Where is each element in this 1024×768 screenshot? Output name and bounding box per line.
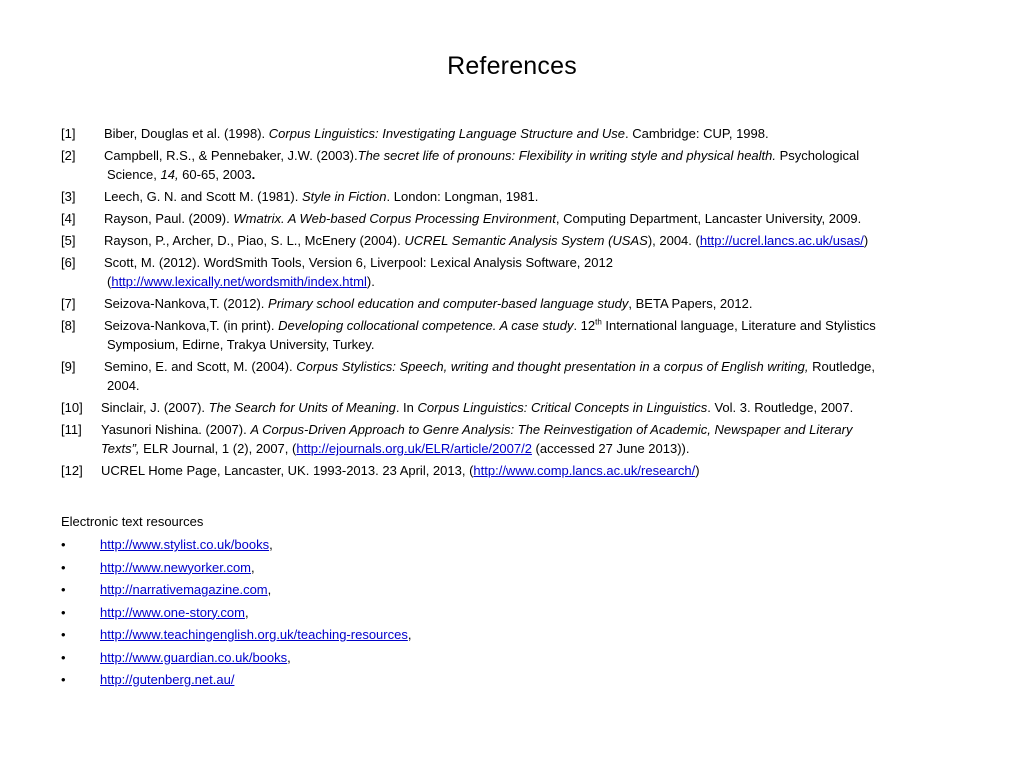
reference-item: [61, 209, 966, 228]
page-title: References: [447, 52, 577, 80]
reference-text: [104, 126, 769, 141]
reference-text-segment: Routledge,: [808, 359, 876, 374]
resource-link[interactable]: http://www.newyorker.com: [100, 559, 251, 575]
resource-link[interactable]: http://narrativemagazine.com: [100, 582, 268, 597]
reference-number: [8]: [61, 318, 76, 333]
resource-link[interactable]: http://www.teachingenglish.org.uk/teaching-resources: [100, 627, 408, 642]
reference-text-segment: ELR Journal, 1 (2), 2007, (: [139, 441, 297, 456]
reference-text-segment: . London: Longman, 1981.: [386, 189, 539, 204]
reference-item: [61, 316, 966, 354]
reference-number: [9]: [61, 359, 76, 374]
reference-title: Style in Fiction: [301, 189, 387, 204]
reference-title: Corpus Linguistics: Investigating Language Structure and Use: [268, 126, 626, 141]
reference-text: [104, 296, 752, 311]
reference-text: [104, 211, 861, 226]
reference-link[interactable]: http://ejournals.org.uk/ELR/article/2007/2: [296, 441, 532, 456]
reference-title: 14,: [160, 167, 179, 182]
resource-link[interactable]: http://gutenberg.net.au/: [100, 672, 235, 687]
reference-continuation: [104, 272, 966, 291]
reference-number: [11]: [61, 422, 82, 437]
reference-item: [61, 124, 966, 143]
reference-emphasis: .: [251, 167, 256, 182]
reference-text: [101, 463, 700, 478]
reference-continuation: [104, 335, 966, 354]
resource-item: [61, 535, 661, 554]
reference-text-segment: Yasunori Nishina. (2007).: [101, 422, 251, 437]
reference-text-segment: International language, Literature and Stylistics: [601, 318, 876, 333]
reference-text-segment: . Vol. 3. Routledge, 2007.: [707, 400, 854, 415]
reference-text-segment: Seizova-Nankova,T. (in print).: [104, 318, 279, 333]
resource-item: [61, 648, 661, 667]
reference-text-segment: (: [107, 274, 112, 289]
reference-text-segment: , BETA Papers, 2012.: [628, 296, 753, 311]
resource-item: [61, 670, 661, 689]
reference-text: [104, 255, 966, 291]
reference-item: [61, 420, 966, 458]
reference-title: The secret life of pronouns: Flexibility in writing style and physical health.: [357, 148, 776, 163]
reference-text-segment: Seizova-Nankova,T. (2012).: [104, 296, 269, 311]
reference-text-segment: ): [863, 233, 869, 248]
reference-text-segment: Campbell, R.S., & Pennebaker, J.W. (2003).: [104, 148, 358, 163]
resource-separator: ,: [251, 559, 255, 575]
reference-number: [2]: [61, 148, 76, 163]
reference-text: [101, 400, 853, 415]
reference-text-segment: Scott, M. (2012). WordSmith Tools, Version 6, Liverpool: Lexical Analysis Software, 2012: [104, 255, 613, 270]
reference-text-segment: Symposium, Edirne, Trakya University, Turkey.: [107, 337, 375, 352]
bullet-icon: •: [61, 649, 66, 665]
reference-item: [61, 294, 966, 313]
reference-text: [104, 318, 966, 354]
reference-text: [101, 422, 966, 458]
reference-item: [61, 231, 966, 250]
reference-text-segment: Rayson, Paul. (2009).: [104, 211, 234, 226]
bullet-icon: •: [61, 672, 66, 687]
resource-item: [61, 625, 661, 644]
reference-text-segment: ).: [366, 274, 375, 289]
resource-link[interactable]: http://www.stylist.co.uk/books: [100, 537, 270, 552]
reference-link[interactable]: http://ucrel.lancs.ac.uk/usas/: [699, 233, 864, 248]
reference-item: [61, 253, 966, 291]
reference-text-segment: Leech, G. N. and Scott M. (1981).: [104, 189, 302, 204]
resource-separator: ,: [269, 537, 273, 552]
reference-text: [104, 189, 538, 204]
reference-link[interactable]: http://www.comp.lancs.ac.uk/research/: [473, 463, 696, 478]
resource-link[interactable]: http://www.one-story.com: [100, 604, 245, 620]
reference-item: [61, 398, 966, 417]
reference-title: Corpus Stylistics: Speech, writing and thought presentation in a corpus of English writing,: [296, 359, 809, 374]
reference-text-segment: (accessed 27 June 2013)).: [531, 441, 690, 456]
reference-number: [12]: [61, 463, 83, 478]
reference-text-segment: ): [695, 463, 700, 478]
resource-item: [61, 580, 661, 599]
resources-list: [61, 535, 661, 689]
reference-text-segment: 2004.: [107, 378, 140, 393]
reference-item: [61, 461, 966, 480]
reference-link[interactable]: http://www.lexically.net/wordsmith/index.html: [111, 274, 367, 289]
resource-item: [61, 558, 661, 577]
resource-item: [61, 603, 661, 622]
electronic-resources: [61, 512, 661, 693]
resource-separator: ,: [244, 604, 249, 620]
reference-title: Wmatrix. A Web-based Corpus Processing Environment: [233, 211, 556, 226]
reference-list: [61, 124, 966, 483]
reference-number: [5]: [61, 233, 76, 248]
reference-text-segment: , Computing Department, Lancaster University, 2009.: [555, 211, 862, 226]
reference-number: [3]: [61, 189, 76, 204]
reference-item: [61, 146, 966, 184]
reference-title: Corpus Linguistics: Critical Concepts in Linguistics: [417, 400, 708, 415]
reference-text: [104, 233, 868, 248]
reference-text-segment: Biber, Douglas et al. (1998).: [104, 126, 269, 141]
bullet-icon: •: [61, 582, 66, 597]
reference-title: Developing collocational competence. A case study: [278, 318, 574, 333]
reference-text-segment: UCREL Home Page, Lancaster, UK. 1993-2013. 23 April, 2013, (: [101, 463, 474, 478]
reference-title: Texts”,: [101, 441, 140, 456]
reference-title: A Corpus-Driven Approach to Genre Analysis: The Reinvestigation of Academic, Newspaper and Literary: [250, 422, 853, 437]
reference-number: [1]: [61, 126, 76, 141]
reference-text-segment: . In: [395, 400, 418, 415]
reference-text-segment: 60-65, 2003: [178, 167, 252, 182]
resource-link[interactable]: http://www.guardian.co.uk/books: [100, 649, 288, 665]
reference-title: Primary school education and computer-based language study: [268, 296, 629, 311]
resource-separator: ,: [407, 627, 412, 642]
reference-text-segment: Science,: [107, 167, 161, 182]
resource-separator: ,: [287, 649, 291, 665]
reference-number: [7]: [61, 296, 76, 311]
reference-text-segment: . 12: [573, 318, 596, 333]
ordinal-superscript: th: [595, 317, 602, 327]
reference-number: [10]: [61, 400, 83, 415]
resources-heading: Electronic text resources: [61, 514, 204, 529]
reference-item: [61, 357, 966, 395]
bullet-icon: •: [61, 604, 66, 620]
reference-continuation: [104, 165, 966, 184]
reference-continuation: [104, 376, 966, 395]
bullet-icon: •: [61, 559, 66, 575]
reference-text: [104, 359, 966, 395]
reference-number: [6]: [61, 255, 76, 270]
resource-separator: ,: [267, 582, 272, 597]
bullet-icon: •: [61, 537, 66, 552]
reference-number: [4]: [61, 211, 76, 226]
reference-item: [61, 187, 966, 206]
reference-text-segment: Psychological: [776, 148, 860, 163]
reference-text-segment: Semino, E. and Scott, M. (2004).: [104, 359, 297, 374]
reference-title: The Search for Units of Meaning: [208, 400, 396, 415]
reference-title: UCREL Semantic Analysis System (USAS: [404, 233, 648, 248]
reference-text-segment: ), 2004. (: [647, 233, 700, 248]
reference-text-segment: . Cambridge: CUP, 1998.: [625, 126, 769, 141]
reference-text-segment: Sinclair, J. (2007).: [101, 400, 209, 415]
reference-text: [104, 148, 966, 184]
reference-continuation: [101, 439, 966, 458]
bullet-icon: •: [61, 627, 66, 642]
reference-text-segment: Rayson, P., Archer, D., Piao, S. L., McEnery (2004).: [104, 233, 405, 248]
